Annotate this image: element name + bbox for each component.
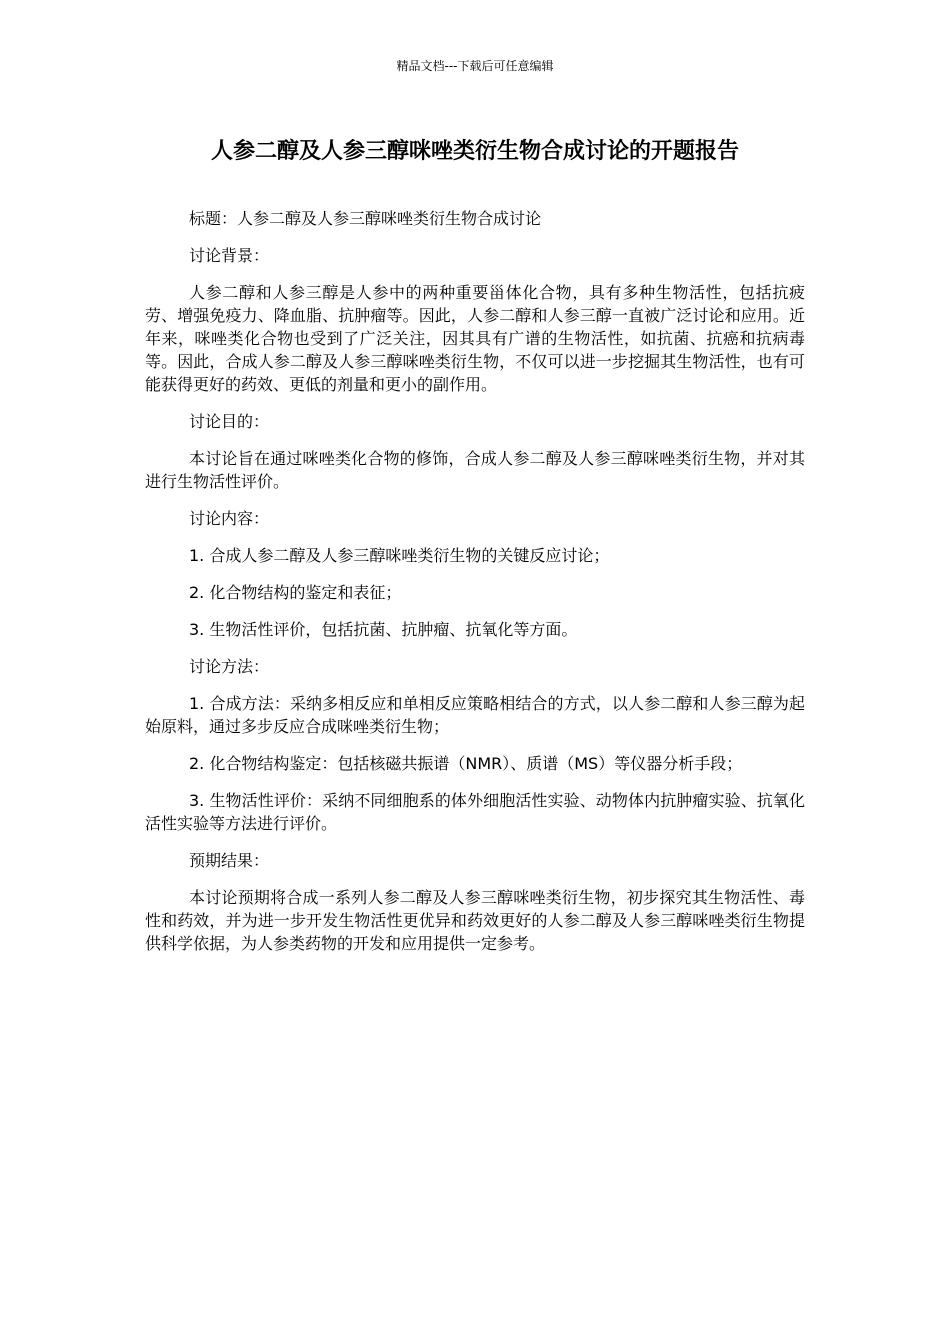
list-item-content-3: 3. 生物活性评价，包括抗菌、抗肿瘤、抗氧化等方面。 [189,620,578,639]
list-item-method-1: 1. 合成方法：采纳多相反应和单相反应策略相结合的方式，以人参二醇和人参三醇为起始原料，通过多步反应合成咪唑类衍生物； [145,694,805,736]
heading-content: 讨论内容： [189,509,270,528]
paragraph-purpose: 本讨论旨在通过咪唑类化合物的修饰，合成人参二醇及人参三醇咪唑类衍生物，并对其进行生物活性评价。 [145,449,805,491]
heading-purpose: 讨论目的： [189,412,270,431]
paragraph-title-line: 标题：人参二醇及人参三醇咪唑类衍生物合成讨论 [189,209,542,228]
document-title: 人参二醇及人参三醇咪唑类衍生物合成讨论的开题报告 [210,139,739,164]
list-item-content-1: 1. 合成人参二醇及人参三醇咪唑类衍生物的关键反应讨论； [189,546,610,565]
heading-expected: 预期结果： [189,851,270,870]
list-item-content-2: 2. 化合物结构的鉴定和表征； [189,583,402,602]
heading-background: 讨论背景： [189,246,270,265]
header-note: 精品文档---下载后可任意编辑 [396,59,554,73]
list-item-method-3: 3. 生物活性评价：采纳不同细胞系的体外细胞活性实验、动物体内抗肿瘤实验、抗氧化活性实验等方法进行评价。 [145,791,805,833]
heading-methods: 讨论方法： [189,657,270,676]
paragraph-expected: 本讨论预期将合成一系列人参二醇及人参三醇咪唑类衍生物，初步探究其生物活性、毒性和药效，并为进一步开发生物活性更优异和药效更好的人参二醇及人参三醇咪唑类衍生物提供科学依据，为人参类药物的开发和应用提供一定参考。 [145,888,805,953]
paragraph-background: 人参二醇和人参三醇是人参中的两种重要甾体化合物，具有多种生物活性，包括抗疲劳、增强免疫力、降血脂、抗肿瘤等。因此，人参二醇和人参三醇一直被广泛讨论和应用。近年来，咪唑类化合物也受到了广泛关注，因其具有广谱的生物活性，如抗菌、抗癌和抗病毒等。因此，合成人参二醇及人参三醇咪唑类衍生物，不仅可以进一步挖掘其生物活性，也有可能获得更好的药效、更低的剂量和更小的副作用。 [145,283,805,394]
list-item-method-2: 2. 化合物结构鉴定：包括核磁共振谱（NMR）、质谱（MS）等仪器分析手段； [189,754,743,773]
document-body [145,207,805,969]
